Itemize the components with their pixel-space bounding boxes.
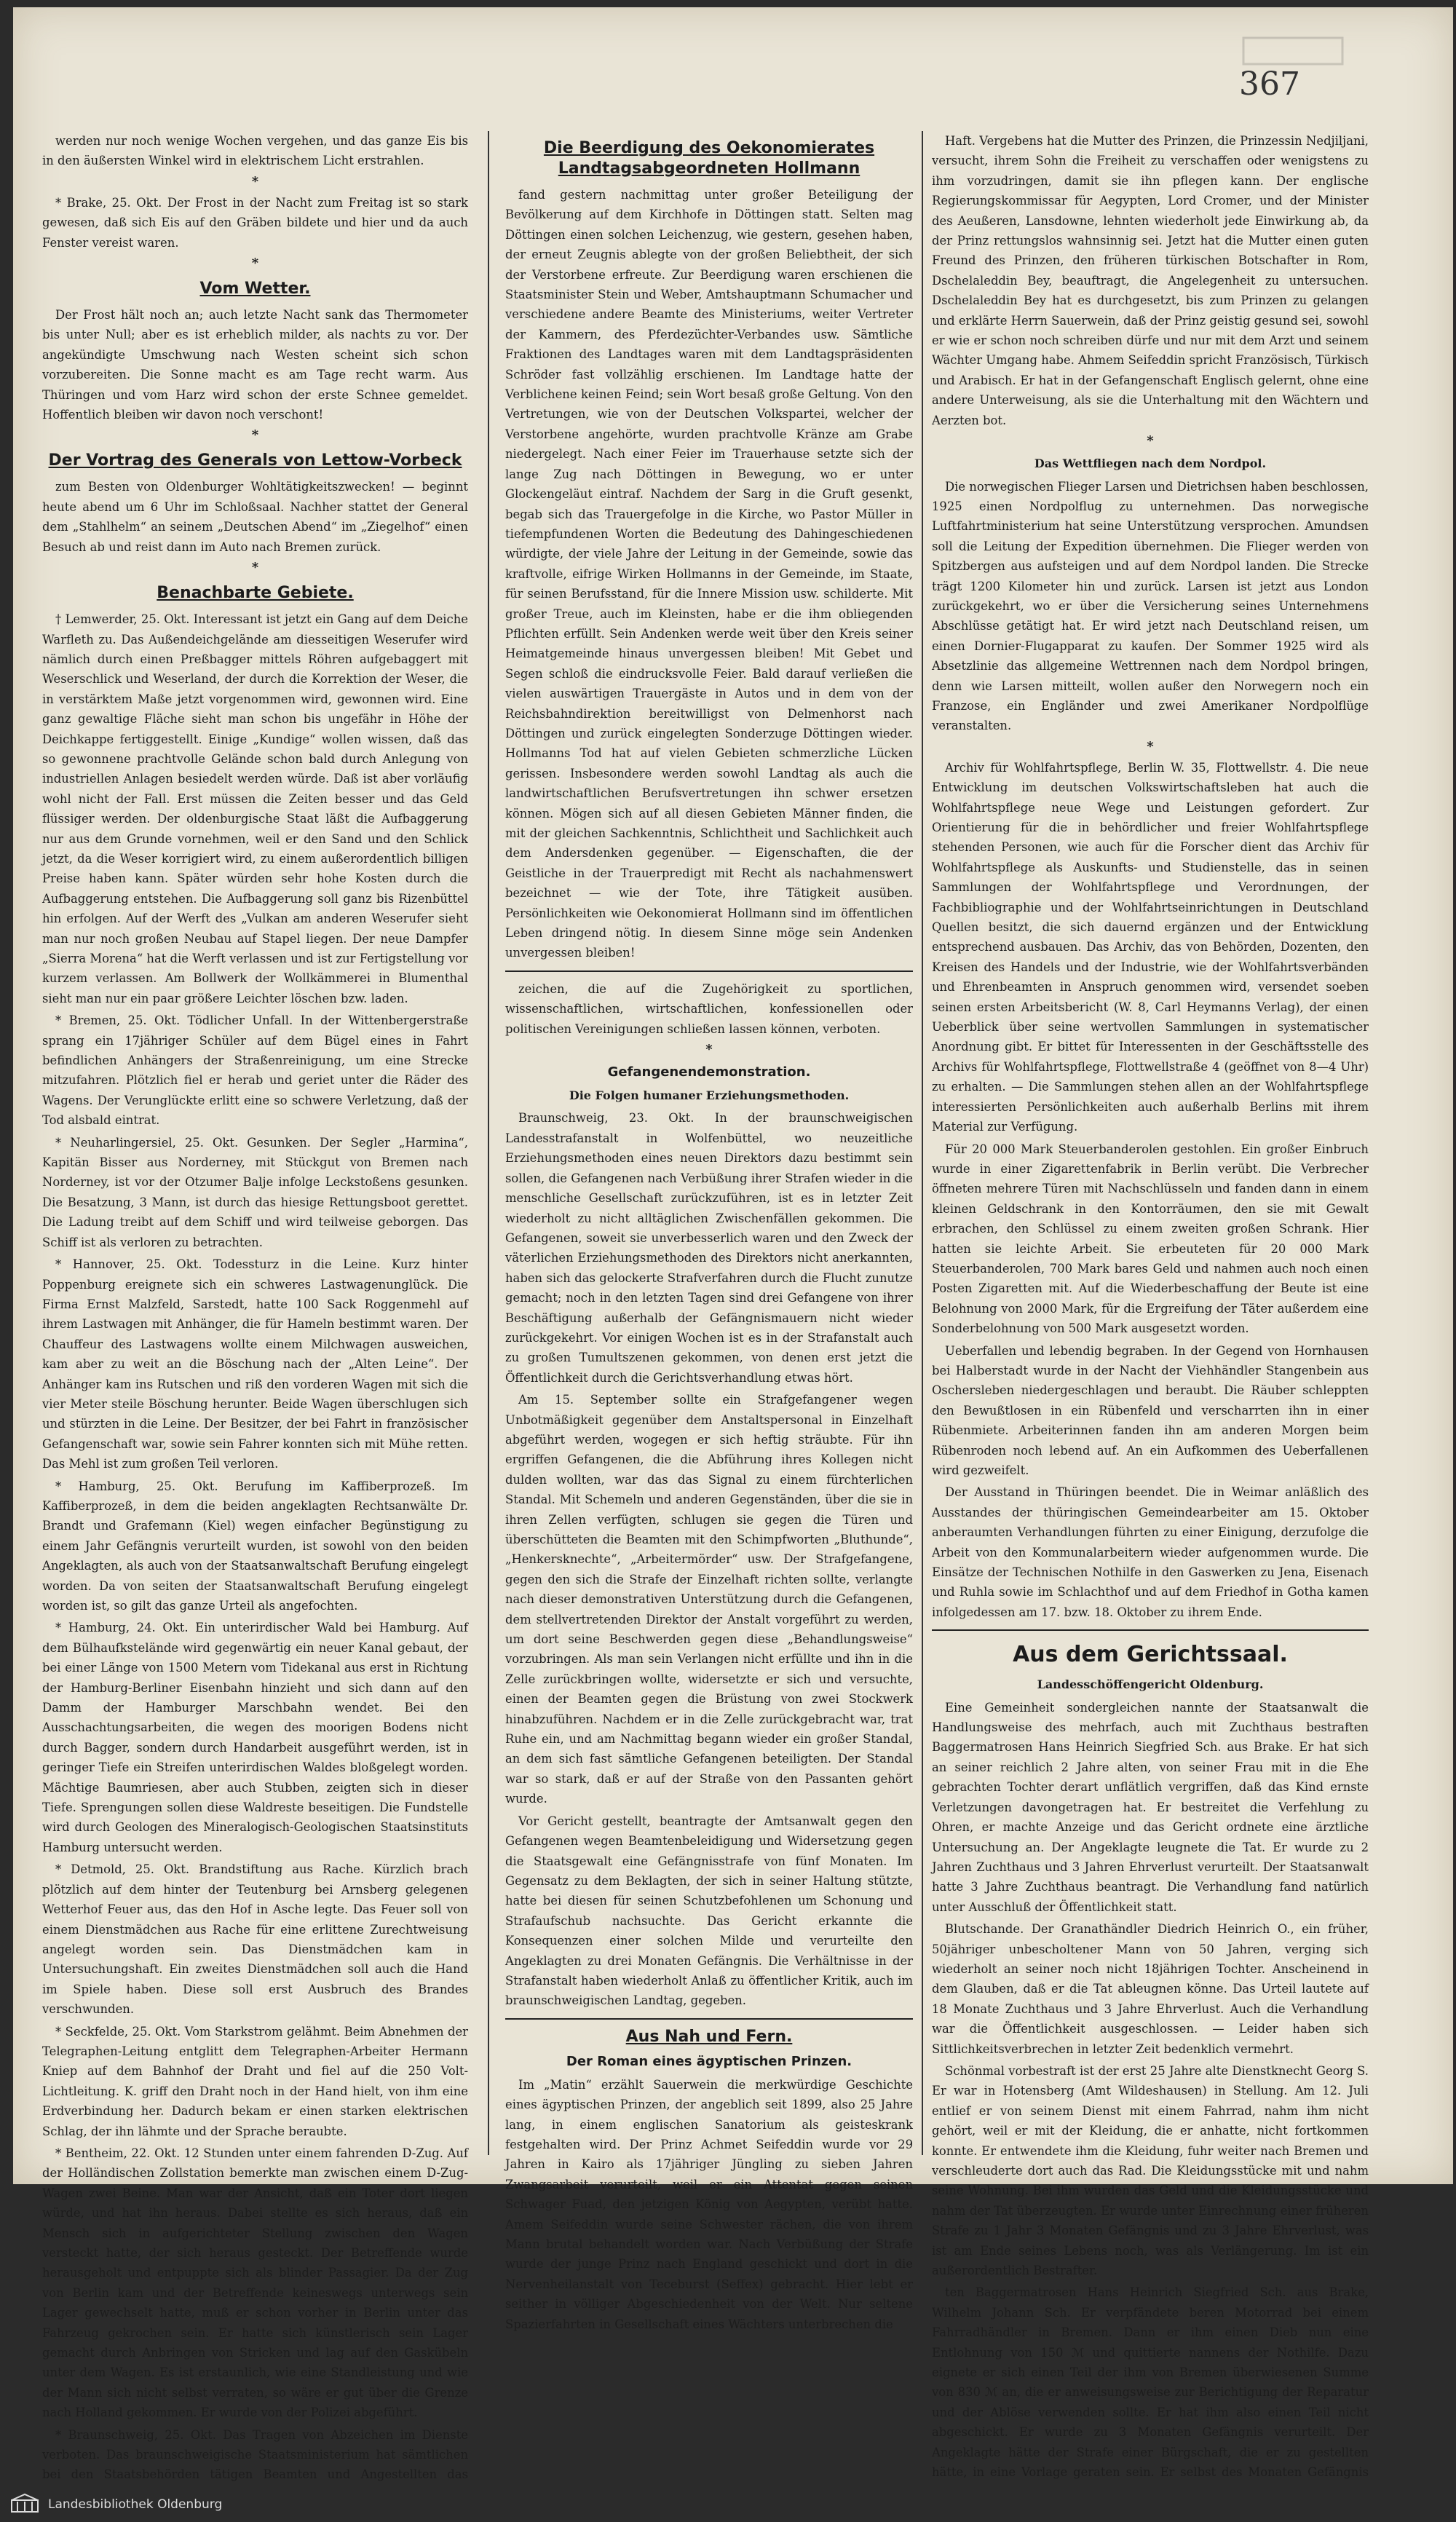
horizontal-rule <box>505 2018 913 2020</box>
article-paragraph: * Seckfelde, 25. Okt. Vom Starkstrom gelähmt. Beim Abnehmen der Telegraphen-Leitung entglitt dem Telegraphen-Arbeiter Hermann Kniep auf dem Bahnhof der Draht und fiel auf die 250 Volt-Lichtleitung. K. griff den Draht noch in der Hand hielt, von ihm eine Erdverbindung her. Dadurch bekam er einen starken elektrischen Schlag, der ihn lähmte und der Sprache beraubte. <box>42 2024 468 2138</box>
article-paragraph: * Hamburg, 25. Okt. Berufung im Kaffiberprozeß. Im Kaffiberprozeß, in dem die beiden angeklagten Rechtsanwälte Dr. Brandt und Grafemann (Kiel) wegen einfacher Begünstigung zu einem Jahr Gefängnis verurteilt wurden, ist sowohl von den beiden Angeklagten, als auch von der Staatsanwaltschaft Berufung eingelegt worden. Da von seiten der Staatsanwaltschaft Berufung eingelegt worden ist, so gilt das ganze Urteil als angefochten. <box>42 1479 468 1613</box>
separator-asterisk: * <box>1147 433 1154 449</box>
separator-asterisk: * <box>251 256 259 272</box>
article-paragraph: ten Baggermatrosen Hans Heinrich Siegfried Sch. aus Brake, Wilhelm Johann Sch. Er verpfändete beren Motorrad bei einem Fahrradhändler in Bremen. Dann er ihm einen Dieb nun eine Entlohnung von 150 ℳ und quittierte nannens der Nothilfe. Dazu eignete er sich einen Teil der ihm von Bremen überwiesenen Summe von 830 ℳ an, die er anweisungsweise zur Berichtigung der Reparatur und der Ablöse verwenden sollte. Er hat ihm also einen Teil nicht abgeschickt. Er wurde zu 3 Monaten Gefängnis verurteilt. Der Angeklagte hätte der Strafe einer Bürgschaft, die er zu gestellten hätte, in eine Vorlage geraten sein. Er selbst des Monaten Gefängnis <box>932 2285 1369 2480</box>
section-heading: Aus dem Gerichtssaal. <box>1013 1642 1288 1668</box>
separator-asterisk: * <box>1147 738 1154 754</box>
article-paragraph: fand gestern nachmittag unter großer Beteiligung der Bevölkerung auf dem Kirchhofe in Döttingen statt. Selten mag Döttingen einen solchen Leichenzug, wie gestern, gesehen haben, der erneut Zeugnis ablegte von der großen Beliebtheit, der sich der Verstorbene erfreute. Zur Beerdigung waren erschienen die Staatsminister Stein und Weber, Amtshauptmann Schumacher und verschiedene andere Beamte des Ministeriums, weiter Vertreter der Kammern, des Pferdezüchter-Verbandes usw. Sämtliche Fraktionen des Landtages waren mit dem Landtagspräsidenten Schröder fast vollzählig erschienen. Im Landtage hatte der Verblichene keinen Feind; sein Wort besaß große Geltung. Von den Vertretungen, wie von der Deutschen Volkspartei, welcher der Verstorbene angehörte, wurden prachtvolle Kränze am Grabe niedergelegt. Nach einer Feier im Trauerhause setzte sich der lange Zug nach Döttingen in Bewegung, wo er unter Glockengeläut eintraf. Nachdem der Sarg in die Gruft gesenkt, begab sich das Trauergefolge in die Kirche, wo Pastor Müller in tiefempfundenen Worten die Bedeutung des Dahingeschiedenen würdigte, der viele Jahre der Leitung in der Gemeinde, sowie das kraftvolle, eifrige Wirken Hollmanns in der Gemeinde, im Staate, für seinen Berufsstand, für die Innere Mission usw. schilderte. Mit großer Treue, auch im Kleinsten, habe er die ihm obliegenden Pflichten erfüllt. Sein Andenken werde weit über den Kreis seiner Heimatgemeinde hinaus unvergessen bleiben! Mit Gebet und Segen schloß die eindrucksvolle Feier. Bald darauf verließen die vielen auswärtigen Trauergäste in Autos und in dem von der Reichsbahndirektion bereitwilligst von Delmenhorst nach Döttingen und zurück eingelegten Sonderzuge Döttingen wieder. Hollmanns Tod hat auf vielen Gebieten schmerzliche Lücken gerissen. Insbesondere werden sowohl Landtag als auch die landwirtschaftlichen Berufsvertretungen ihn schwer ersetzen können. Mögen sich auf all diesen Gebieten Männer finden, die mit der gleichen Sachkenntnis, Schlichtheit und Sachlichkeit auch dem Andersdenken gegenüber. — Eigenschaften, die der Geistliche in der Trauerpredigt mit Recht als nachahmenswert bezeichnet — wie der Tote, ihre Tätigkeit ausüben. Persönlichkeiten wie Oekonomierat Hollmann sind im öffentlichen Leben dringend nötig. In diesem Sinne möge sein Andenken unvergessen bleiben! <box>505 188 913 960</box>
article-paragraph: Schönmal vorbestraft ist der erst 25 Jahre alte Dienstknecht Georg S. Er war in Hotensberg (Amt Wildeshausen) in Stellung. Am 12. Juli entlief er von seinem Dienst mit einem Fahrrad, nahm ihm nicht gehört, weil er mit der Kleidung, die er anhatte, nicht fortkommen konnte. Er entwendete ihm die Kleidung, fuhr weiter nach Bremen und verschleuderte dort auch das Rad. Die Kleidungsstücke mit und nahm seine Wohnung. Bei ihm wurden das Geld und die Kleidungsstücke und nahm der Tat überzeugten. Er wurde unter Einrechnung einer früheren Strafe zu 1 Jahr 3 Monaten Gefängnis und zu 3 Jahre Ehrverlust, was ist am Ende seines Lebens noch, was als Verlängerung. Im ist ein außerordentlich Bestrafter. <box>932 2063 1369 2278</box>
article-paragraph: Archiv für Wohlfahrtspflege, Berlin W. 35, Flottwellstr. 4. Die neue Entwicklung im deutschen Volkswirtschaftsleben hat auch die Wohlfahrtspflege neue Wege und Leistungen gefordert. Zur Orientierung für die in behördlicher und freier Wohlfahrtspflege stehenden Personen, wie auch für die Forscher dient das Archiv für Wohlfahrtspflege als Auskunfts- und Studienstelle, das in seinen Sammlungen der Wohlfahrtspflege und Verordnungen, der Fachbibliographie und der Wohlfahrtseinrichtungen in Deutschland Quellen besitzt, die sich dauernd ergänzen und der Entwicklung entsprechend ausbauen. Das Archiv, das von Behörden, Dozenten, den Kreisen des Handels und der Industrie, wie der Wohlfahrtsverbänden und Ehrenbeamten in Anspruch genommen wird, versendet soeben seinen ersten Arbeitsbericht (W. 8, Carl Heymanns Verlag), der einen Ueberblick über seine wertvollen Sammlungen in systematischer Anordnung gibt. Er bittet für Interessenten in der Geschäftsstelle des Archivs für Wohlfahrtspflege, Flottwellstraße 4 (geöffnet von 8—4 Uhr) zu erhalten. — Die Sammlungen stehen allen an der Wohlfahrtspflege interessierten Persönlichkeiten auch außerhalb Berlins mit ihrem Material zur Verfügung. <box>932 760 1369 1134</box>
section-heading: Aus Nah und Fern. <box>625 2027 793 2046</box>
article-paragraph: Blutschande. Der Granathändler Diedrich Heinrich O., ein früher, 50jähriger unbescholtener Mann von 50 Jahren, verging sich wiederholt an seiner noch nicht 18jährigen Tochter. Anscheinend in dem Glauben, daß er die Tat ableugnen könne. Das Urteil lautete auf 18 Monate Zuchthaus und 3 Jahre Ehrverlust. Auch die Verhandlung war die Öffentlichkeit ausgeschlossen. — Leider haben sich Sittlichkeitsverbrechen in letzter Zeit bedenklich vermehrt. <box>932 1922 1369 2056</box>
article-paragraph: * Detmold, 25. Okt. Brandstiftung aus Rache. Kürzlich brach plötzlich auf dem hinter der Teutenburg bei Arnsberg gelegenen Wetterhof Feuer aus, das den Hof in Asche legte. Das Feuer soll von einem Dienstmädchen aus Rache für eine erlittene Zurechtweisung angelegt worden sein. Das Dienstmädchen kam in Untersuchungshaft. Ein zweites Dienstmädchen soll auch die Hand im Spiele haben. Diese soll erst Ausbruch des Brandes verschwunden. <box>42 1862 468 2017</box>
article-paragraph: werden nur noch wenige Wochen vergehen, und das ganze Eis bis in den äußersten Winkel wird in elektrischem Licht erstrahlen. <box>42 134 468 168</box>
article-paragraph: Am 15. September sollte ein Strafgefangener wegen Unbotmäßigkeit gegenüber dem Anstaltspersonal in Einzelhaft abgeführt werden, wogegen er sich heftig sträubte. Für ihn ergriffen Gefangenen, die die Abführung ihres Kollegen nicht dulden wollten, war das das Signal zu einem fürchterlichen Standal. Mit Schemeln und anderen Gegenständen, über die sie in ihren Zellen verfügten, schlugen sie gegen die Türen und überschütteten die Beamten mit den Schimpfworten „Bluthunde“, „Henkersknechte“, „Arbeitermörder“ usw. Der Strafgefangene, gegen den sich die Strafe der Einzelhaft richten sollte, verlangte nach dieser demonstrativen Unterstützung durch die Gefangenen, dem stellvertretenden Direktor der Anstalt vorgeführt zu werden, um dort seine Beschwerden gegen diese „Behandlungsweise“ vorzubringen. Als man sein Verlangen nicht erfüllte und ihn in die Zelle zurückbringen wollte, widersetzte er sich und versuchte, einen der Beamten gegen die Brüstung von zwei Stockwerk hinabzuführen. Nachdem er in die Zelle zurückgebracht war, trat Ruhe ein, und am Nachmittag begann wieder ein großer Standal, an dem sich fast sämtliche Gefangenen beteiligten. Der Standal war so stark, daß er auf der Straße von den Passanten gehört wurde. <box>505 1393 913 1806</box>
article-heading: Gefangenendemonstration. <box>607 1064 811 1080</box>
page-number: 367 <box>1239 66 1300 103</box>
newspaper-sheet <box>13 7 1453 2482</box>
column-right <box>932 131 1369 2480</box>
article-paragraph: * Hamburg, 24. Okt. Ein unterirdischer Wald bei Hamburg. Auf dem Bülhaufkstelände wird gegenwärtig ein neuer Kanal gebaut, der bei einer Länge von 1500 Metern vom Tidekanal aus erst in Richtung der Hamburg-Berliner Eisenbahn hinzieht und sich dann auf den Damm der Hamburger Marschbahn wendet. Bei den Ausschachtungsarbeiten, die wegen des moorigen Bodens nicht durch Bagger, sondern durch Handarbeit ausgeführt werden, ist in geringer Tiefe ein Streifen unterirdischen Waldes bloßgelegt worden. Mächtige Baumriesen, aber auch Stubben, zeigten sich in dieser Tiefe. Sprengungen sollen diese Waldreste beseitigen. Die Fundstelle wird durch Geologen des Mineralogisch-Geologischen Staatsinstituts Hamburg untersucht werden. <box>42 1621 468 1854</box>
separator-asterisk: * <box>251 427 259 443</box>
article-paragraph: Der Ausstand in Thüringen beendet. Die in Weimar anläßlich des Ausstandes der thüringischen Gemeindearbeiter am 15. Oktober anberaumten Verhandlungen führten zu einer Einigung, derzufolge die Arbeit von den Kommunalarbeitern wieder aufgenommen wurde. Die Einsätze der Technischen Nothilfe in den Gaswerken zu Jena, Eisenach und Ruhla sowie im Schlachthof und auf dem Friedhof in Gotha kamen infolgedessen am 17. bzw. 18. Oktober zu ihrem Ende. <box>932 1485 1369 1619</box>
section-heading: Die Beerdigung des Oekonomierates Landtagsabgeordneten Hollmann <box>543 139 875 178</box>
column-left <box>42 131 468 2482</box>
article-heading: Der Roman eines ägyptischen Prinzen. <box>566 2053 852 2069</box>
section-heading: Vom Wetter. <box>199 280 311 299</box>
article-paragraph: * Bentheim, 22. Okt. 12 Stunden unter einem fahrenden D-Zug. Auf der Holländischen Zollstation bemerkte man zwischen einem D-Zug-Wagen zwei Beine. Man war der Ansicht, daß ein Toter dort liegen würde, und hat ihn heraus. Dabei stellte es sich heraus, daß ein Mensch sich in aufgerichteter Stellung zwischen den Wagen versteckt hatte, der sich heraus gesteckt. Der Betreffende wurde herausgeholt und entpuppte sich als blinder Passagier. Da der Zug von Berlin kam und der Betreffende keineswegs unterwegs sein Lager gewechselt hatte, muß er schon vorher in Berlin unter das Fahrzeug gekrochen sein. Er hatte sich künstlerisch sein Lager gemacht durch Anbringen von Stricken und lag auf den Gaskübeln unter dem Wagen. Es ist erstaunlich, wie eine Standleistung und wie der Mann sich nicht selbst verraten, so wäre er gut über die Grenze nach Holland gekommen. Er wurde von der Polizei abgeführt. <box>42 2146 468 2420</box>
separator-asterisk: * <box>251 560 259 576</box>
article-paragraph: Vor Gericht gestellt, beantragte der Amtsanwalt gegen den Gefangenen wegen Beamtenbeleidigung und Widersetzung gegen die Staatsgewalt eine Gefängnisstrafe von fünf Monaten. Im Gegensatz zu dem Beklagten, der sich in seiner Haltung stützte, hatte bei diesen für seinen Schutzbefohlenen um Schonung und Strafaufschub nachsuchte. Das Gericht erkannte die Konsequenzen einer solchen Milde und verurteilte den Angeklagten zu drei Monaten Gefängnis. Die Verhältnisse in der Strafanstalt haben wiederholt Anlaß zu öffentlicher Kritik, auch im braunschweigischen Landtag, gegeben. <box>505 1814 913 2008</box>
article-paragraph: Im „Matin“ erzählt Sauerwein die merkwürdige Geschichte eines ägyptischen Prinzen, der angeblich seit 1899, also 25 Jahre lang, in einem englischen Sanatorium als geisteskrank festgehalten wird. Der Prinz Achmet Seifeddin wurde vor 29 Jahren in Kairo als 17jähriger Jüngling zu sieben Jahren Zwangsarbeit verurteilt, weil er ein Attentat gegen seinen Schwager Fuad, den jetzigen König von Aegypten, verübt hatte. Amem Seifeddin wurde seine Schwester rächen, die von ihrem Mann brutal behandelt worden war. Nach Verbüßung der Strafe wurde der junge Prinz nach England geschickt und dort in die Nervenheilanstalt von Teceburst (Seffex) gebracht. Hier lebt er seither in völliger Abgeschiedenheit von der Welt. Nur seltene Spazierfahrten in Gesellschaft eines Wächters unterbrechen die <box>505 2077 913 2331</box>
article-paragraph: Der Frost hält noch an; auch letzte Nacht sank das Thermometer bis unter Null; aber es ist erheblich milder, als nachts zu vor. Der angekündigte Umschwung nach Westen scheint sich schon vorzubereiten. Die Sonne macht es am Tage recht warm. Aus Thüringen und vom Harz wird schon der erste Schnee gemeldet. Hoffentlich bleiben wir davon noch verschont! <box>42 308 468 422</box>
article-paragraph: † Lemwerder, 25. Okt. Interessant ist jetzt ein Gang auf dem Deiche Warfleth zu. Das Außendeichgelände am diesseitigen Weserufer wird nämlich durch einen Preßbagger mittels Röhren aufgebaggert mit Weserschlick und Weserland, der durch die Korrektion der Weser, die in verstärktem Maße jetzt vorgenommen wird, gewonnen wird. Eine ganz gewaltige Fläche sieht man schon bis ungefähr in Höhe der Deichkappe fertiggestellt. Einige „Kundige“ wollen wissen, daß das so gewonnene prachtvolle Gelände schon bald durch Anlegung von industriellen Anlagen besiedelt werden würde. Daß ist aber vorläufig wohl nicht der Fall. Erst müssen die Zeiten besser und das Geld flüssiger werden. Der oldenburgische Staat läßt die Aufbaggerung nur aus dem Grunde vornehmen, weil er den Sand und den Schlick jetzt, da die Weser korrigiert wird, zu einem außerordentlich billigen Preise haben kann. Später würden sehr hohe Kosten durch die Aufbaggerung entstehen. Die Aufbaggerung soll ganz bis Rizenbüttel hin erfolgen. Auf der Werft des „Vulkan am anderen Weserufer sieht man nur noch großen Neubau auf Stapel liegen. Der neue Dampfer „Sierra Morena“ hat die Werft verlassen und ist zur Fertigstellung vor kurzem verlassen. Am Bollwerk der Wollkämmerei in Blumenthal sieht man nur ein paar größere Leichter löschen bzw. laden. <box>42 612 468 1005</box>
separator-asterisk: * <box>251 173 259 189</box>
article-paragraph: * Bremen, 25. Okt. Tödlicher Unfall. In der Wittenbergerstraße sprang ein 17jähriger Schüler auf dem Bügel eines in Fahrt befindlichen Anhängers der Straßenreinigung, um eine Strecke mitzufahren. Plötzlich fiel er herab und geriet unter die Räder des Wagens. Der Verunglückte erlitt eine so schwere Verletzung, daß der Tod alsbald eintrat. <box>42 1013 468 1128</box>
article-subheading: Die Folgen humaner Erziehungsmethoden. <box>569 1088 850 1103</box>
library-credit: Landesbibliothek Oldenburg <box>48 2497 223 2512</box>
column-divider <box>488 131 489 2155</box>
article-paragraph: Eine Gemeinheit sondergleichen nannte der Staatsanwalt die Handlungsweise des mehrfach, auch mit Zuchthaus bestraften Baggermatrosen Hans Heinrich Siegfried Sch. aus Brake. Er hat sich an seiner reichlich 2 Jahre alten, von seiner Frau mit in die Ehe gebrachten Tochter derart unflätlich vergriffen, daß das Kind ernste Verletzungen davongetragen hat. Er bestreitet die Verfehlung zu Ohren, er machte Anzeige und das Gericht ordnete eine ärztliche Untersuchung an. Der Angeklagte leugnete die Tat. Er wurde zu 2 Jahren Zuchthaus und 3 Jahren Ehrverlust verurteilt. Der Staatsanwalt hatte 3 Jahre Zuchthaus beantragt. Die Verhandlung fand natürlich unter Ausschluß der Öffentlichkeit statt. <box>932 1700 1369 1914</box>
article-paragraph: Für 20 000 Mark Steuerbanderolen gestohlen. Ein großer Einbruch wurde in einer Zigarettenfabrik in Berlin verübt. Die Verbrecher öffneten mehrere Türen mit Nachschlüsseln und fanden dann in einem kleinen Geldschrank in den Kontorräumen, den sie mit Gewalt erbrachen, den Schlüssel zu einem zweiten großen Schrank. Hier hatten sie leichte Arbeit. Sie erbeuteten für 20 000 Mark Steuerbanderolen, 700 Mark bares Geld und nahmen auch noch einen Posten Zigaretten mit. Auf die Wiederbeschaffung der Beute ist eine Belohnung von 2000 Mark, für die Ergreifung der Täter außerdem eine Sonderbelohnung von 500 Mark ausgesetzt worden. <box>932 1142 1369 1336</box>
column-middle <box>505 131 913 2331</box>
article-paragraph: * Neuharlingersiel, 25. Okt. Gesunken. Der Segler „Harmina“, Kapitän Bisser aus Norderney, mit Stückgut von Bremen nach Norderney, ist vor der Otzumer Balje infolge Leckstoßens gesunken. Die Besatzung, 3 Mann, ist durch das hiesige Rettungsboot gerettet. Die Ladung treibt auf dem Schiff und wird teilweise geborgen. Das Schiff ist als verloren zu betrachten. <box>42 1135 468 1249</box>
faded-library-stamp <box>1242 36 1344 66</box>
article-paragraph: Die norwegischen Flieger Larsen und Dietrichsen haben beschlossen, 1925 einen Nordpolflug zu unternehmen. Das norwegische Luftfahrtministerium hat seine Unterstützung versprochen. Amundsen soll die Leitung der Expedition übernehmen. Die Flieger werden von Spitzbergen aus aufsteigen und auf dem Nordpol landen. Die Strecke trägt 1200 Kilometer hin und zurück. Larsen ist jetzt aus London zurückgekehrt, wo er über die Versicherung seines Unternehmens Abschlüsse getätigt hat. Er wird jetzt nach Deutschland reisen, um einen Dornier-Flugapparat zu kaufen. Der Sommer 1925 wird als Absetzlinie das allgemeine Wettrennen nach dem Nordpol bringen, denn wie Larsen mitteilt, wollen außer den Norwegern noch ein Franzose, ein Engländer und zwei Amerikaner Nordpolflüge veranstalten. <box>932 479 1369 733</box>
article-subheading: Das Wettfliegen nach dem Nordpol. <box>1034 456 1267 471</box>
horizontal-rule <box>932 1629 1369 1631</box>
article-paragraph: Braunschweig, 23. Okt. In der braunschweigischen Landesstrafanstalt in Wolfenbüttel, wo neuzeitliche Erziehungsmethoden eines neuen Direktors dazu bestimmt sein sollen, die Gefangenen nach Verbüßung ihrer Strafen wieder in die menschliche Gesellschaft zurückzuführen, ist es in letzter Zeit wiederholt zu nicht alltäglichen Zwischenfällen gekommen. Die Gefangenen, soweit sie unverbesserlich waren und den Zweck der väterlichen Erziehungsmethoden des Direktors nicht anerkannten, haben sich das gelockerte Strafverfahren durch die Flucht zunutze gemacht; noch in den letzten Tagen sind drei Gefangene von ihrer Beschäftigung außerhalb der Gefängnismauern nicht wieder zurückgekehrt. Vor einigen Wochen ist es in der Strafanstalt auch zu großen Tumultszenen gekommen, von denen erst jetzt die Öffentlichkeit durch die Gerichtsverhandlung etwas hört. <box>505 1111 913 1385</box>
section-heading: Benachbarte Gebiete. <box>157 584 354 603</box>
article-paragraph: zum Besten von Oldenburger Wohltätigkeitszwecken! — beginnt heute abend um 6 Uhr im Schloßsaal. Nachher stattet der General dem „Stahlhelm“ an seinem „Deutschen Abend“ im „Ziegelhof“ einen Besuch ab und reist dann im Auto nach Bremen zurück. <box>42 480 468 554</box>
column-divider <box>922 131 923 2155</box>
library-building-icon <box>10 2493 39 2513</box>
footer-bar <box>0 2484 1456 2522</box>
article-paragraph: * Brake, 25. Okt. Der Frost in der Nacht zum Freitag ist so stark gewesen, daß sich Eis auf den Gräben bildete und hier und da auch Fenster vereist waren. <box>42 195 468 250</box>
article-paragraph: Ueberfallen und lebendig begraben. In der Gegend von Hornhausen bei Halberstadt wurde in der Nacht der Viehhändler Stangenbein aus Oschersleben niedergeschlagen und beraubt. Die Räuber schleppten den Bewußtlosen in ein Rübenfeld und verscharrten ihn in einer Rübenmiete. Arbeiterinnen fanden ihn am anderen Morgen beim Rübenroden noch lebend auf. An ein Aufkommen des Ueberfallenen wird gezweifelt. <box>932 1343 1369 1477</box>
article-paragraph: zeichen, die auf die Zugehörigkeit zu sportlichen, wissenschaftlichen, wirtschaftlichen, konfessionellen oder politischen Vereinigungen schließen lassen können, verboten. <box>505 981 913 1036</box>
section-heading: Der Vortrag des Generals von Lettow-Vorbeck <box>48 451 462 470</box>
separator-asterisk: * <box>705 1042 713 1058</box>
article-subheading: Landesschöffengericht Oldenburg. <box>1037 1677 1264 1692</box>
horizontal-rule <box>505 971 913 972</box>
article-paragraph: * Hannover, 25. Okt. Todessturz in die Leine. Kurz hinter Poppenburg ereignete sich ein schweres Lastwagenunglück. Die Firma Ernst Malzfeld, Sarstedt, hatte 100 Sack Roggenmehl auf ihrem Lastwagen mit Anhänger, die für Hameln bestimmt waren. Der Chauffeur des Lastwagens wollte einem Milchwagen ausweichen, kam aber zu weit an die Böschung nach der „Alten Leine“. Der Anhänger kam ins Rutschen und riß den vorderen Wagen mit sich die vier Meter steile Böschung herunter. Beide Wagen überschlugen sich und stürzten in die Leine. Der Besitzer, der bei Fahrt in französischer Gefangenschaft war, sowie sein Fahrer konnten sich mit Mühe retten. Das Mehl ist zum großen Teil verloren. <box>42 1257 468 1471</box>
article-paragraph: * Braunschweig, 25. Okt. Das Tragen von Abzeichen im Dienste verboten. Das braunschweigische Staatsministerium hat sämtlichen bei den Staatsbehörden tätigen Beamten und Angestellten das <box>42 2427 468 2482</box>
article-paragraph: Haft. Vergebens hat die Mutter des Prinzen, die Prinzessin Nedjiljani, versucht, ihrem Sohn die Freiheit zu verschaffen oder wenigstens zu ihm vorzudringen, damit sie ihn pflegen kann. Der englische Regierungskommissar für Aegypten, Lord Cromer, und der Minister des Aeußeren, Lansdowne, lehnten wiederholt jede Einwirkung ab, da der Prinz rettungslos wahnsinnig sei. Jetzt hat die Mutter einen guten Freund des Prinzen, den früheren türkischen Botschafter in Rom, Dschelaleddin Bey, beauftragt, die Angelegenheit zu untersuchen. Dschelaleddin Bey hat es durchgesetzt, bis zum Prinzen zu gelangen und erklärte Herrn Sauerwein, daß der Prinz geistig gesund sei, sowohl er wie er schon noch schreiben dürfe und nur mit dem Arzt und seinem Wächter Umgang habe. Ahmem Seifeddin spricht Französisch, Türkisch und Arabisch. Er hat in der Gefangenschaft Englisch gelernt, ohne eine andere Unterweisung, als sie die Unterhaltung mit den Wächtern und Aerzten bot. <box>932 134 1369 427</box>
